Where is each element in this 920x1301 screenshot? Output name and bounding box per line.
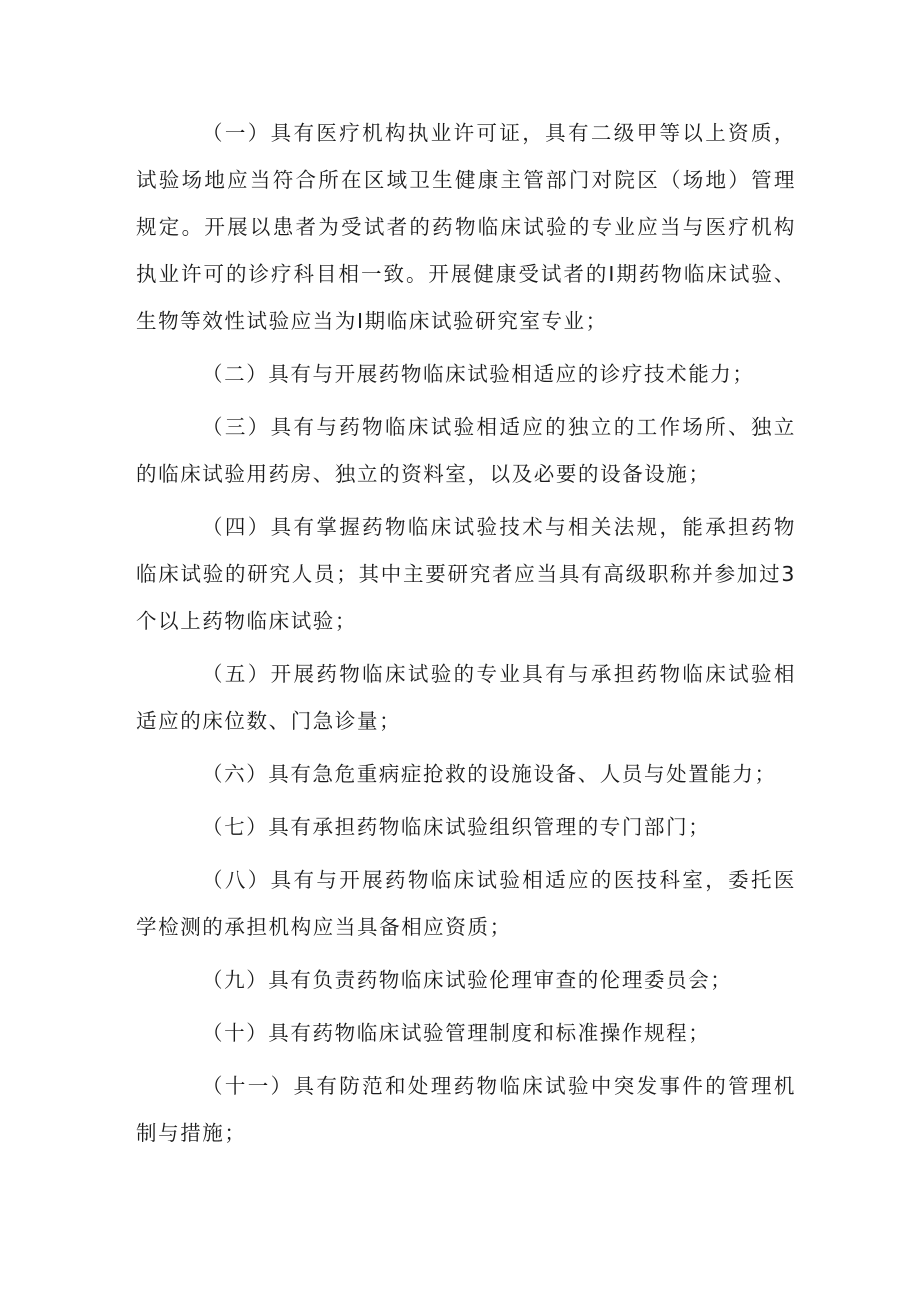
- document-body: [136, 110, 796, 1157]
- paragraph-8: （八）具有与开展药物临床试验相适应的医技科室，委托医学检测的承担机构应当具备相应资质；: [136, 868, 796, 939]
- paragraph-3: （三）具有与药物临床试验相适应的独立的工作场所、独立的临床试验用药房、独立的资料室，以及必要的设备设施；: [136, 415, 796, 486]
- paragraph-1: （一）具有医疗机构执业许可证，具有二级甲等以上资质，试验场地应当符合所在区域卫生健康主管部门对院区（场地）管理规定。开展以患者为受试者的药物临床试验的专业应当与医疗机构执业许可的诊疗科目相一致。开展健康受试者的Ⅰ期药物临床试验、生物等效性试验应当为Ⅰ期临床试验研究室专业；: [136, 121, 796, 333]
- paragraph-5: （五）开展药物临床试验的专业具有与承担药物临床试验相适应的床位数、门急诊量；: [136, 662, 796, 733]
- paragraph-6: （六）具有急危重病症抢救的设施设备、人员与处置能力；: [202, 762, 777, 786]
- paragraph-2: （二）具有与开展药物临床试验相适应的诊疗技术能力；: [202, 362, 755, 386]
- paragraph-11: （十一）具有防范和处理药物临床试验中突发事件的管理机制与措施；: [136, 1074, 796, 1145]
- paragraph-10: （十）具有药物临床试验管理制度和标准操作规程；: [202, 1021, 711, 1045]
- paragraph-9: （九）具有负责药物临床试验伦理审查的伦理委员会；: [202, 968, 733, 992]
- paragraph-7: （七）具有承担药物临床试验组织管理的专门部门；: [202, 815, 711, 839]
- paragraph-4: （四）具有掌握药物临床试验技术与相关法规，能承担药物临床试验的研究人员；其中主要研究者应当具有高级职称并参加过3个以上药物临床试验；: [136, 515, 796, 633]
